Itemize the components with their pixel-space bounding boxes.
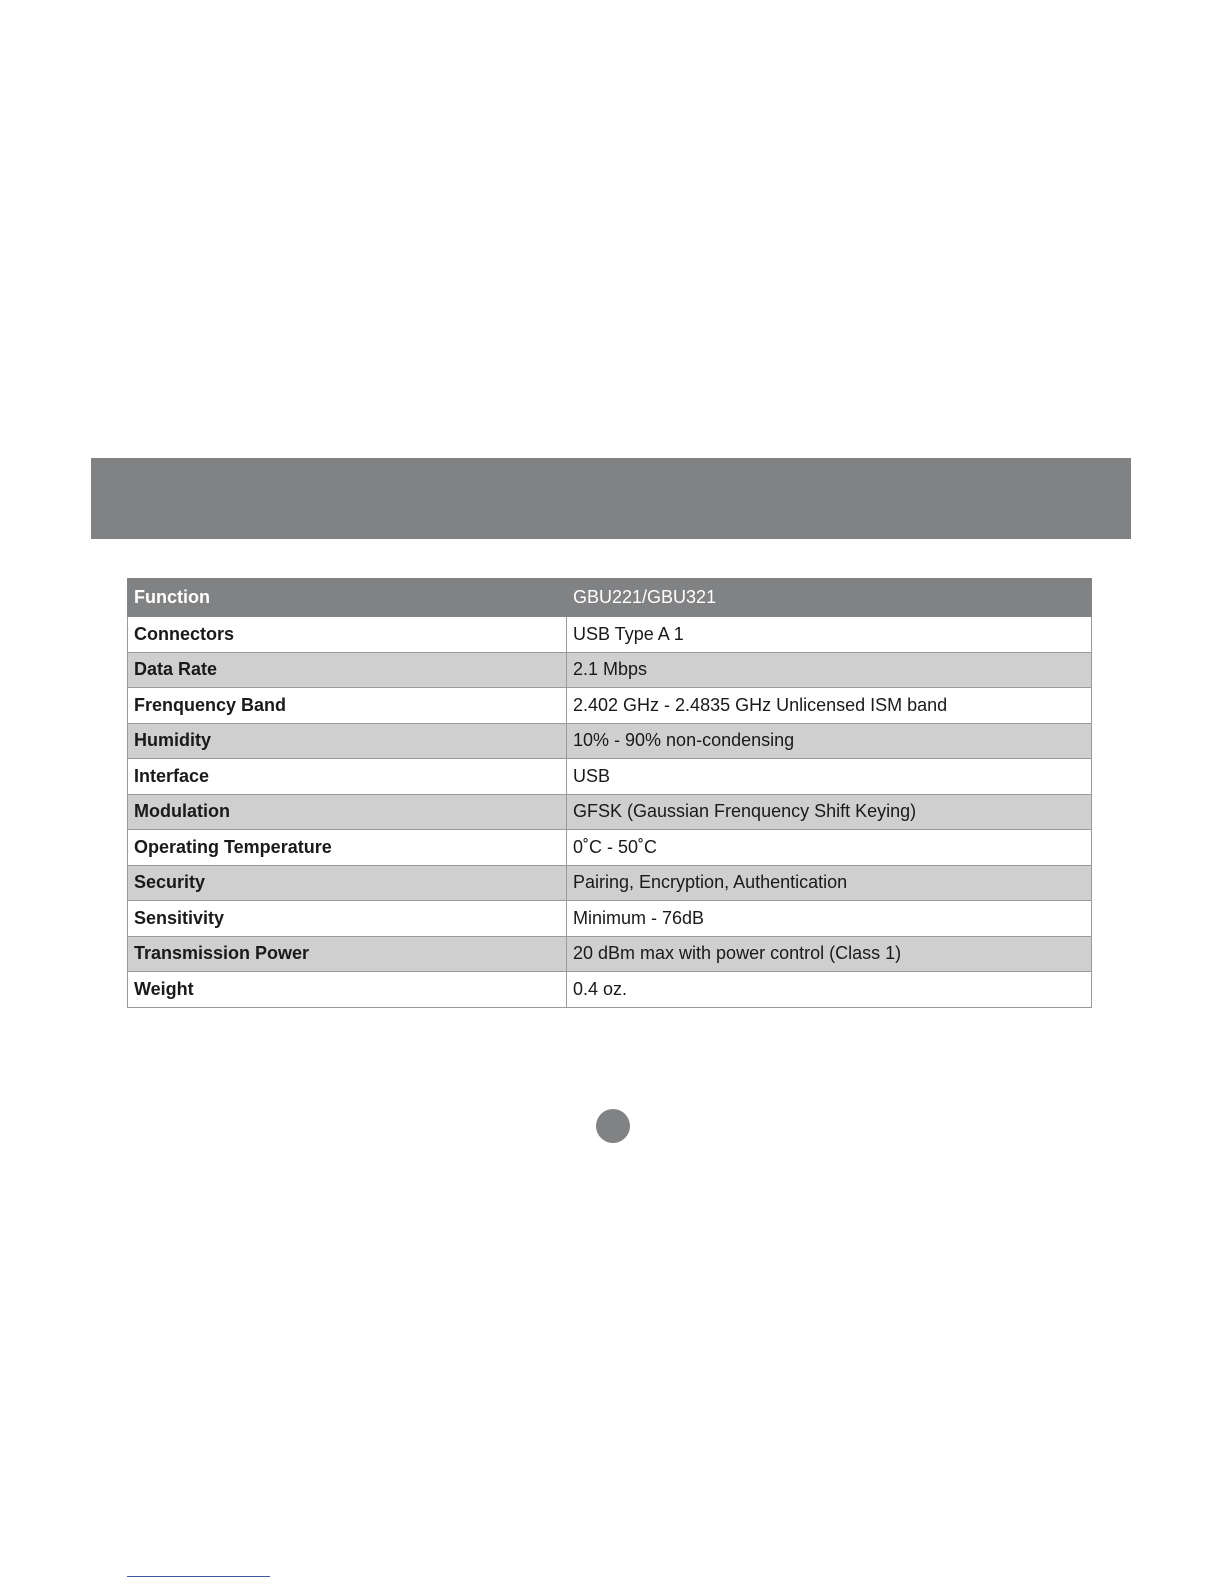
row-value-weight: 0.4 oz. [567,972,1092,1008]
row-label-humidity: Humidity [128,723,567,759]
row-label-modulation: Modulation [128,794,567,830]
table-row [128,901,1092,937]
row-value-sensitivity: Minimum - 76dB [567,901,1092,937]
row-value-frequency-band: 2.402 GHz - 2.4835 GHz Unlicensed ISM band [567,688,1092,724]
table-row [128,972,1092,1008]
row-value-transmission-power: 20 dBm max with power control (Class 1) [567,936,1092,972]
section-header-banner [91,458,1131,539]
row-label-operating-temperature: Operating Temperature [128,830,567,866]
row-value-security: Pairing, Encryption, Authentication [567,865,1092,901]
table-row [128,723,1092,759]
table-row [128,830,1092,866]
table-row [128,617,1092,653]
table-header-row [128,579,1092,617]
row-value-data-rate: 2.1 Mbps [567,652,1092,688]
row-value-modulation: GFSK (Gaussian Frenquency Shift Keying) [567,794,1092,830]
page-number-dot [596,1109,630,1143]
row-value-interface: USB [567,759,1092,795]
row-label-data-rate: Data Rate [128,652,567,688]
row-value-humidity: 10% - 90% non-condensing [567,723,1092,759]
row-label-transmission-power: Transmission Power [128,936,567,972]
row-value-connectors: USB Type A 1 [567,617,1092,653]
specifications-table [127,578,1092,1008]
row-label-interface: Interface [128,759,567,795]
header-model: GBU221/GBU321 [567,579,1092,617]
header-function: Function [128,579,567,617]
table-row [128,759,1092,795]
row-label-frequency-band: Frenquency Band [128,688,567,724]
table-row [128,794,1092,830]
table-row [128,936,1092,972]
row-label-connectors: Connectors [128,617,567,653]
table-row [128,688,1092,724]
row-value-operating-temperature: 0˚C - 50˚C [567,830,1092,866]
row-label-sensitivity: Sensitivity [128,901,567,937]
table-row [128,865,1092,901]
footer-rule [127,1576,270,1577]
table-row [128,652,1092,688]
row-label-weight: Weight [128,972,567,1008]
row-label-security: Security [128,865,567,901]
